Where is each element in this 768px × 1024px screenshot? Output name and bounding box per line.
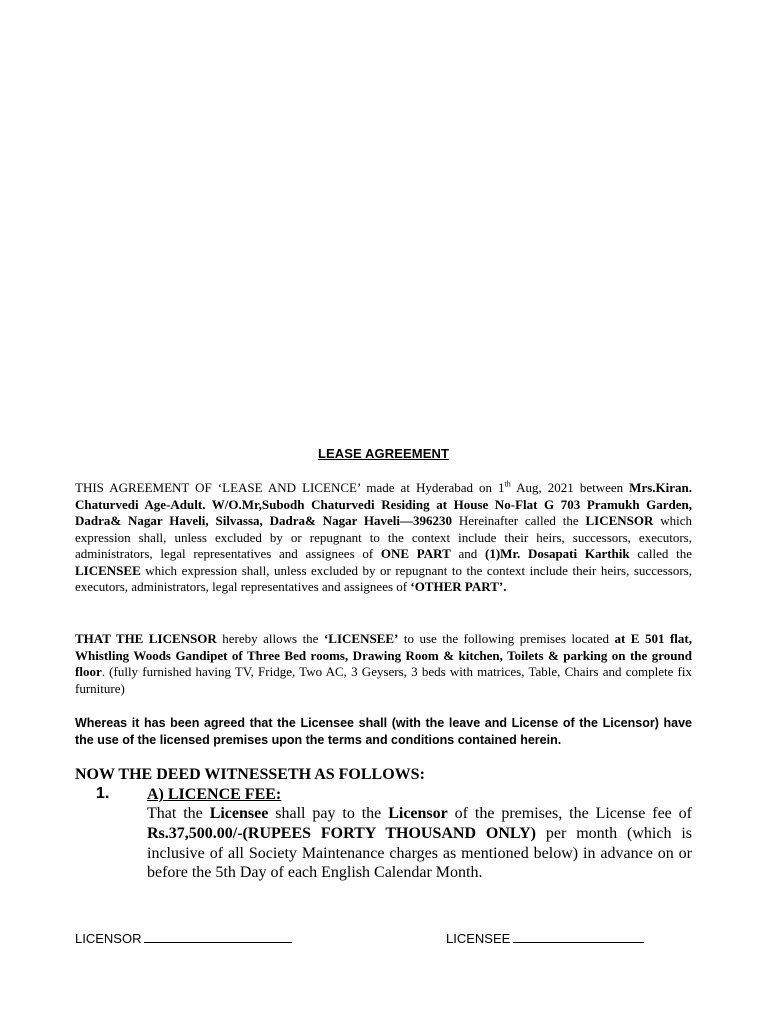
licensor-signature-label: LICENSOR [75, 931, 142, 946]
licensor-signature [75, 930, 292, 946]
fee-text: per month (which is inclusive of all Society Maintenance charges as mentioned below) in advance on or before the 5th Day of each English Calendar Month. [147, 824, 693, 882]
intro-text: and [450, 546, 486, 561]
fee-text: That the [147, 805, 210, 822]
licensee-term: LICENSEE [75, 562, 141, 578]
licensee-signature-label: LICENSEE [446, 931, 511, 946]
licensee-signature [446, 930, 644, 946]
other-part-term: ‘OTHER PART’. [410, 579, 507, 594]
licensor-details: Mrs.Kiran. Chaturvedi Age-Adult. W/O.Mr,Subodh Chaturvedi Residing at House No-Flat G 703 Pramukh Garden, Dadra& Nagar Haveli, Silvassa, Dadra& Nagar Haveli—396230 [75, 480, 692, 528]
licence-fee-paragraph [147, 804, 692, 883]
intro-text: THIS AGREEMENT OF ‘LEASE AND LICENCE’ made at Hyderabad on 1 [75, 480, 505, 495]
premises-address: at E 501 flat, Whistling Woods Gandipet of Three Bed rooms, Drawing Room & kitchen, Toilets & parking on the ground floor [75, 631, 692, 679]
intro-text: Hereinafter called the [452, 513, 586, 528]
fee-amount: Rs.37,500.00/-(RUPEES FORTY THOUSAND ONLY) [147, 824, 537, 842]
whereas-paragraph [75, 715, 692, 748]
premises-text: to use the following premises located [398, 631, 615, 646]
one-part-term: ONE PART [380, 546, 451, 561]
intro-text: which expression shall, unless excluded by or repugnant to the context include their heirs, successors, executors, administrators, legal representatives and assignees of [75, 513, 692, 561]
licensor-signature-line [144, 930, 292, 943]
date-ordinal: th [504, 479, 511, 489]
document-title: LEASE AGREEMENT [317, 446, 450, 461]
fee-text: of the premises, the License fee of [447, 805, 693, 822]
licensee-details: (1)Mr. Dosapati Karthik [485, 546, 630, 561]
intro-paragraph [75, 480, 692, 596]
fee-text: shall pay to the [268, 805, 389, 822]
premises-paragraph [75, 631, 692, 697]
licensee-term: Licensee [209, 805, 269, 822]
licensor-term: LICENSOR [585, 513, 654, 528]
intro-text: called the [629, 546, 692, 561]
licensor-term: Licensor [388, 805, 448, 822]
licensee-quoted: ‘LICENSEE’ [323, 631, 399, 646]
licensee-signature-line [513, 930, 644, 943]
premises-lead: THAT THE LICENSOR [75, 631, 217, 646]
premises-text: hereby allows the [216, 631, 324, 646]
deed-heading: NOW THE DEED WITNESSETH AS FOLLOWS: [75, 766, 425, 783]
section-heading: A) LICENCE FEE: [147, 786, 282, 803]
intro-text: Aug, 2021 between [510, 480, 630, 495]
premises-text: . (fully furnished having TV, Fridge, Two AC, 3 Geysers, 3 beds with matrices, Table, Chairs and complete fix furniture) [75, 664, 692, 696]
section-number: 1. [96, 785, 110, 802]
intro-text: which expression shall, unless excluded by or repugnant to the context include their heirs, successors, executors, administrators, legal representatives and assignees of [75, 562, 692, 594]
whereas-text: Whereas it has been agreed that the Licensee shall (with the leave and License of the Licensor) have the use of the licensed premises upon the terms and conditions contained herein. [75, 716, 692, 747]
document-page [75, 0, 692, 1024]
